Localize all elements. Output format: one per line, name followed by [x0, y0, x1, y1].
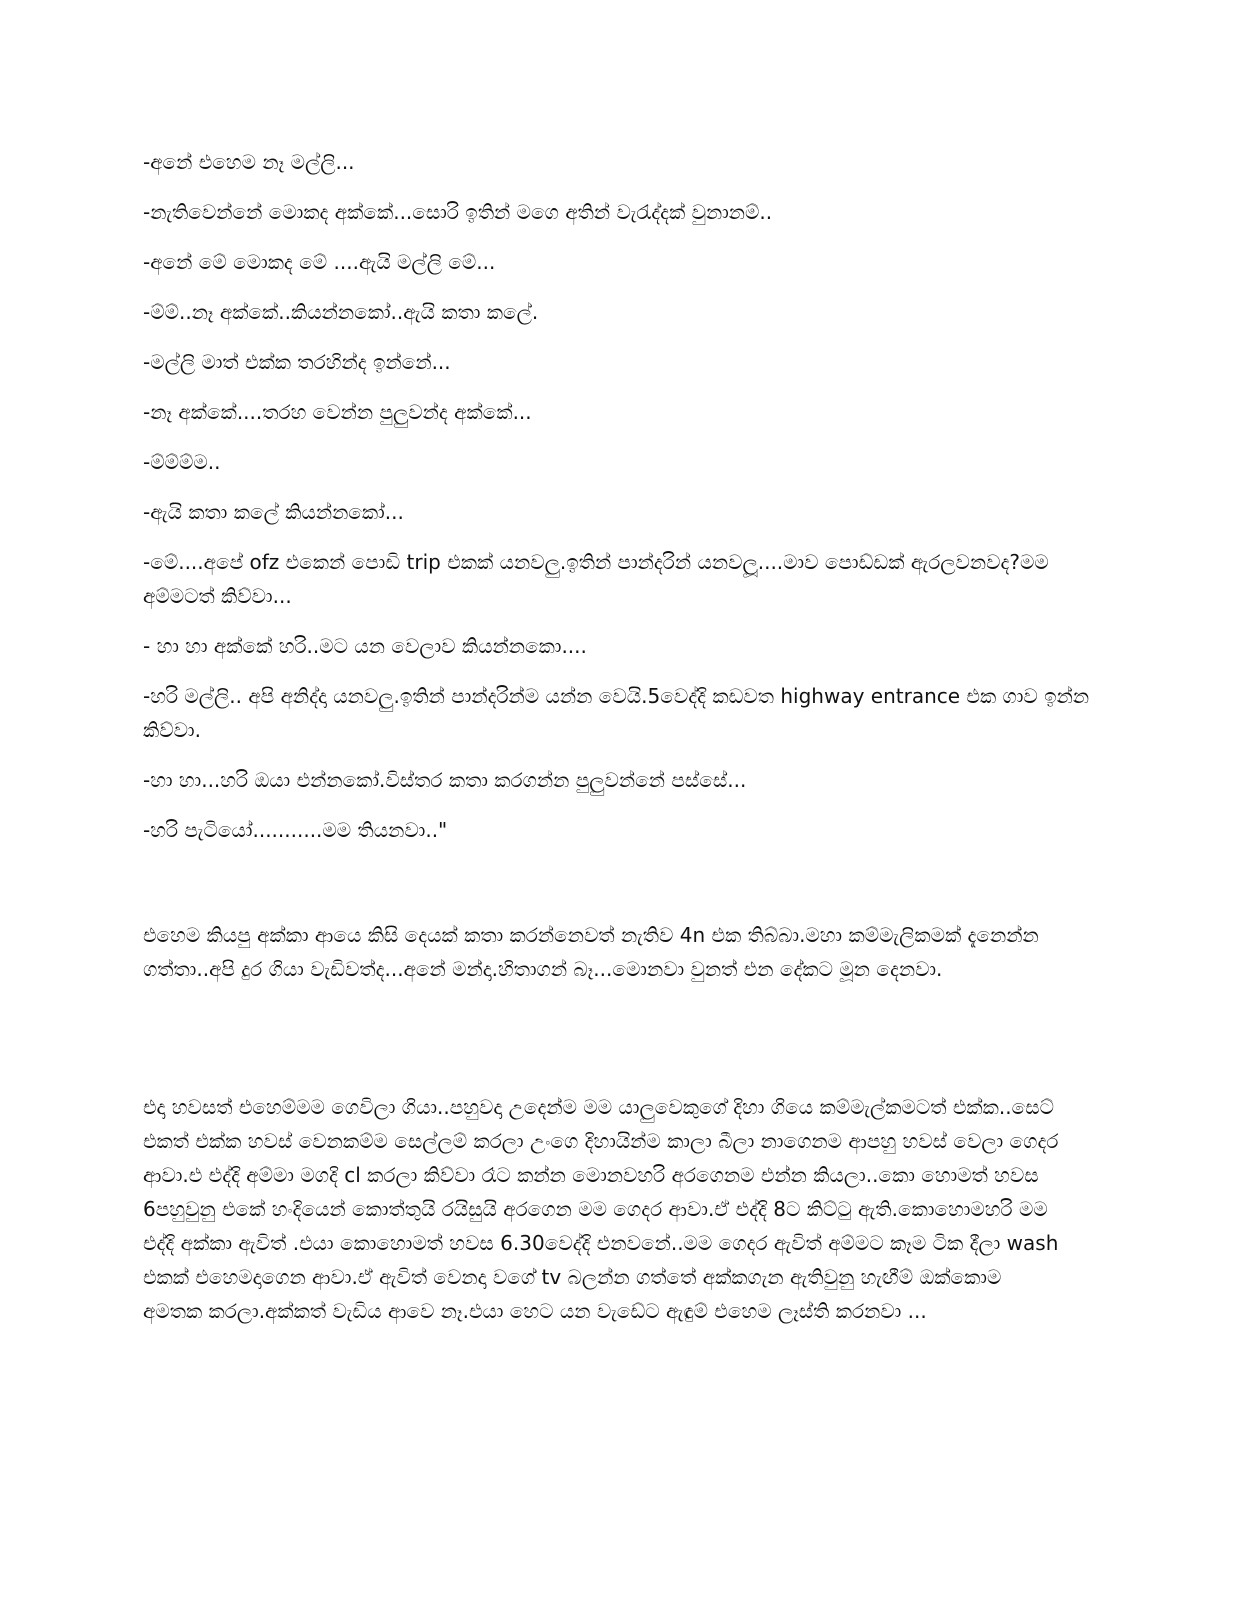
dialogue-line: -අනේ එහෙම නෑ මල්ලි... [143, 150, 355, 174]
dialogue-section [143, 145, 1093, 863]
dialogue-line: -මේ....අපේ ofz එකෙන් පොඩි trip එකක් යනවලු.ඉතින් පාන්දරින් යනවලූ....මාව පොඩ්ඩක් ඇරලවනවද?මම අම්මටත් කිව්වා... [143, 550, 1049, 608]
dialogue-line: -හරි මල්ලි.. අපි අනිද්දා යනවලු.ඉතින් පාන්දරින්ම යන්න වෙයි.5වෙද්දි කඩවත highway entrance එක ගාව ඉන්න කිව්වා. [143, 684, 1090, 742]
dialogue-line: -නැතිවෙන්නේ මොකද අක්කේ...සොරි ඉතින් මගෙ අතින් වැරැද්දක් වුනානම්.. [143, 200, 773, 224]
dialogue-line: -හරි පැටියෝ...........මම තියනවා.." [143, 818, 448, 842]
dialogue-line: -හා හා...හරි ඔයා එන්නකෝ.විස්තර කතා කරගන්න පුලුවන්නේ පස්සේ... [143, 768, 747, 792]
dialogue-line: -ඇයි කතා කලේ කියන්නකෝ... [143, 500, 404, 524]
narrative-paragraph-1: එහෙම කියපු අක්කා ආයෙ කිසි දෙයක් කතා කරන්නෙවත් නැතිව 4n එක තිබ්බා.මහා කම්මැලිකමක් දැනෙන්න ගත්තා..අපි දුර ගියා වැඩිවත්ද...අනේ මන්දා.හිතාගන් බෑ...මොනවා වුනත් එන දේකට මූන දෙනවා. [143, 923, 1039, 981]
dialogue-line: -අනේ මේ මොකද මේ ....ඇයි මල්ලි මේ... [143, 250, 496, 274]
narrative-paragraph-2: එදා හවසත් එහෙම්මම ගෙවිලා ගියා..පහුවදා උදෙන්ම මම යාලුවෙකුගේ දිහා ගියෙ කම්මැල්කමටත් එක්ක..සෙට් එකත් එක්ක හවස් වෙනකම්ම සෙල්ලම් කරලා උංගෙ දිහායින්ම කාලා බීලා නාගෙනම ආපහු හවස් වෙලා ගෙදර ආවා.එ එද්දි අම්මා මගදි cl කරලා කිව්වා රෑට කන්න මොනවහරි අරගෙනම එන්න කියලා..කො හොමත් හවස 6පහුවුනු එකේ හංදියෙන් කොත්තුයි රයිසුයි අරගෙන මම ගෙදර ආවා.ඒ එද්දි 8ට කිට්ටු ඇති.කොහොමහරි මම එද්දි අක්කා ඇවිත් .එයා කොහොමත් හවස 6.30වෙද්දි එනවනේ..මම ගෙදර ඇවිත් අම්මට කෑම ටික දීලා wash එකක් එහෙමදාගෙන ආවා.ඒ ඇවිත් වෙනදා වගේ tv බලන්න ගත්තේ අක්කගැන ඇතිවුනු හැඟීම් ඔක්කොම අමතක කරලා.අක්කත් වැඩිය ආවෙ නෑ.එයා හෙට යන වැඩේට ඇඳුම් එහෙම ලෑස්ති කරනවා ... [143, 1095, 1059, 1323]
dialogue-line: - හා හා අක්කේ හරි..මට යන වෙලාව කියන්නකො.... [143, 634, 587, 658]
dialogue-line: -නෑ අක්කේ....තරහ වෙන්න පුලුවන්ද අක්කේ... [143, 400, 532, 424]
dialogue-line: -ම්ම්ම්ම.. [143, 450, 221, 474]
dialogue-line: -ම්ම්..නෑ අක්කේ..කියන්නකෝ..ඇයි කතා කලේ. [143, 300, 539, 324]
dialogue-line: -මල්ලි මාත් එක්ක තරහින්ද ඉන්නේ... [143, 350, 451, 374]
